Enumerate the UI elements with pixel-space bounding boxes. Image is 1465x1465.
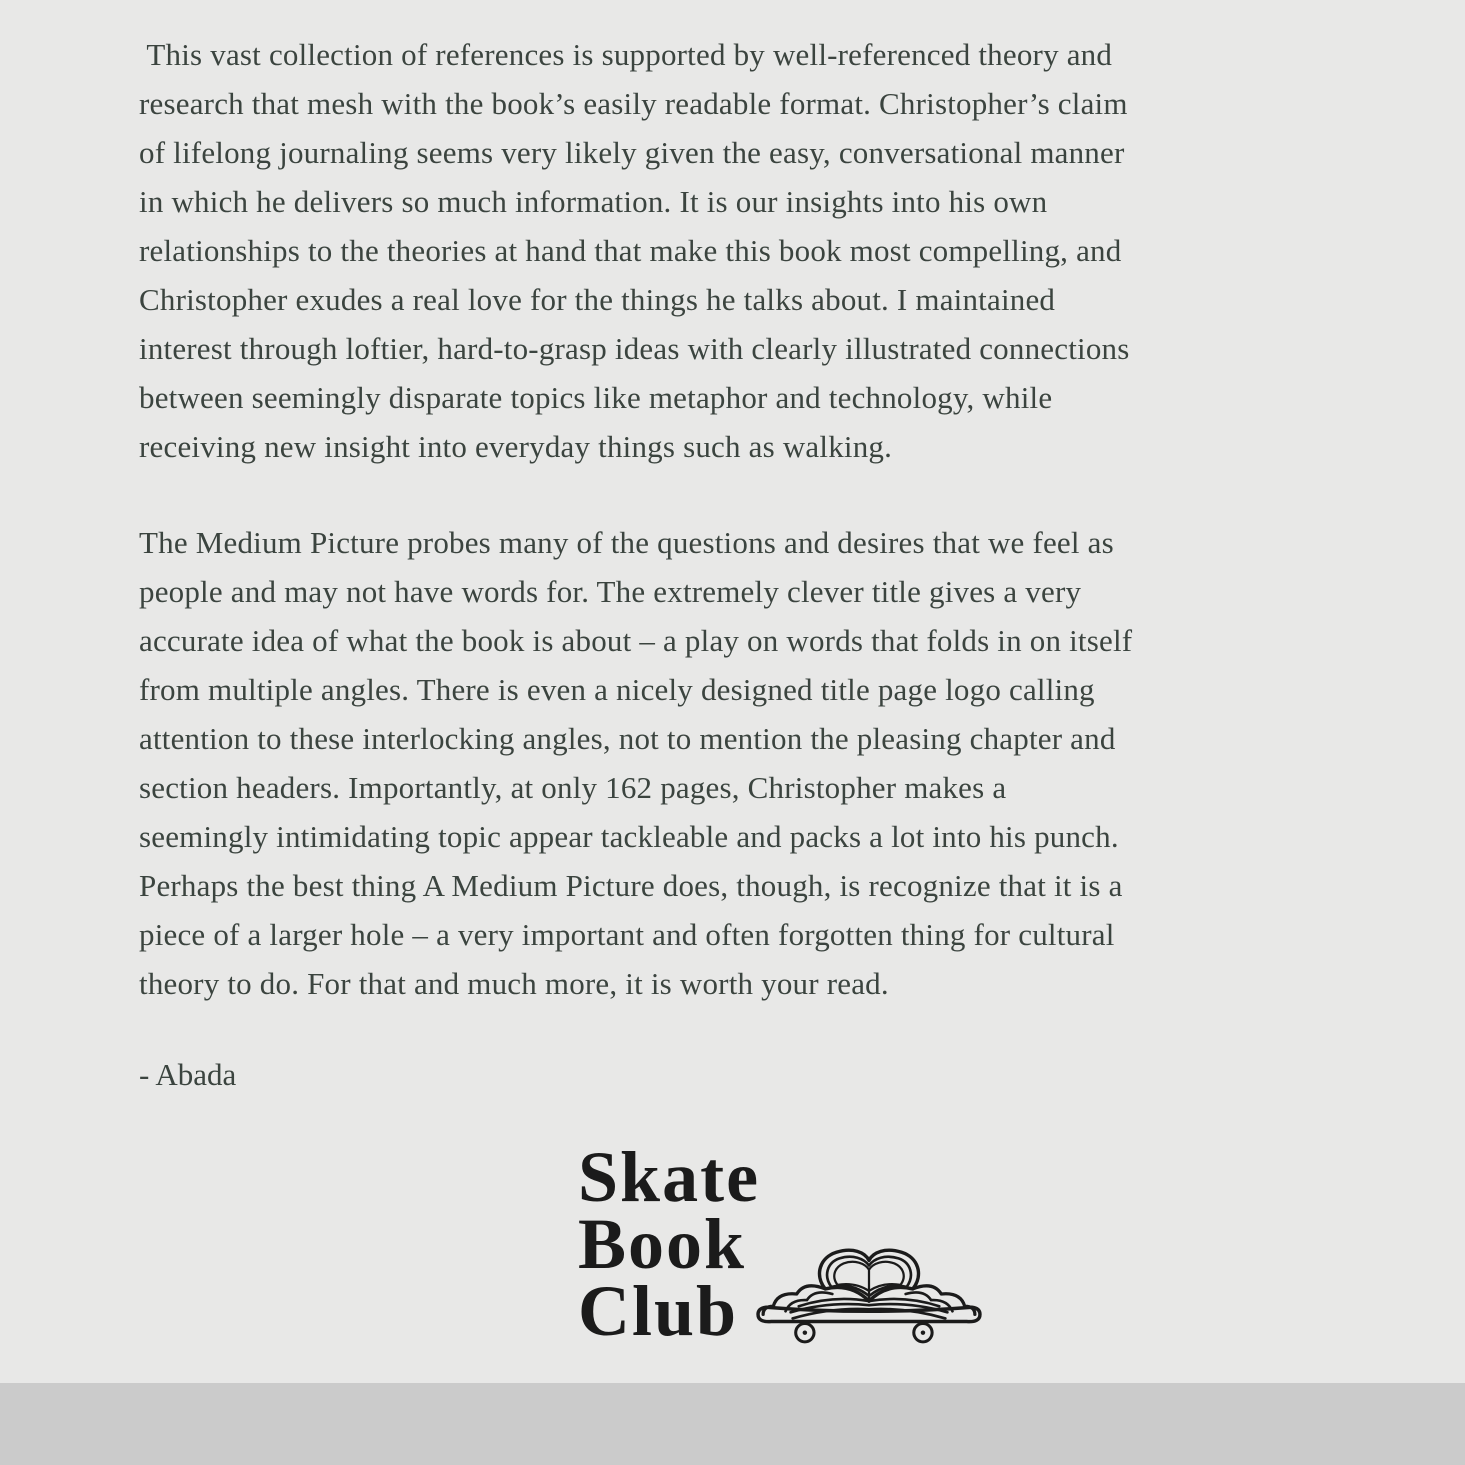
text-line: receiving new insight into everyday things such as walking. [139,429,893,464]
text-line: interest through loftier, hard-to-grasp ideas with clearly illustrated connections [139,331,1130,366]
text-line: The Medium Picture probes many of the questions and desires that we feel as [139,525,1114,560]
text-line: Perhaps the best thing A Medium Picture does, though, is recognize that it is a [139,868,1123,903]
open-book-on-skateboard-icon [756,1243,982,1345]
skate-book-club-logo [578,1137,761,1351]
logo-wordmark [578,1137,761,1351]
text-line: from multiple angles. There is even a nicely designed title page logo calling [139,672,1095,707]
text-line: section headers. Importantly, at only 162 pages, Christopher makes a [139,770,1007,805]
text-line: in which he delivers so much information. It is our insights into his own [139,184,1048,219]
review-paragraph-2 [139,518,1329,1008]
text-line: of lifelong journaling seems very likely given the easy, conversational manner [139,135,1125,170]
logo-word-skate: Skate [578,1137,761,1217]
review-text-block [139,30,1329,1099]
text-line: between seemingly disparate topics like metaphor and technology, while [139,380,1053,415]
text-line: accurate idea of what the book is about – a play on words that folds in on itself [139,623,1133,658]
reviewer-signature: - Abada [139,1057,237,1092]
text-line: seemingly intimidating topic appear tackleable and packs a lot into his punch. [139,819,1119,854]
text-line: attention to these interlocking angles, not to mention the pleasing chapter and [139,721,1116,756]
text-line: piece of a larger hole – a very important and often forgotten thing for cultural [139,917,1115,952]
text-line: relationships to the theories at hand that make this book most compelling, and [139,233,1122,268]
text-line: theory to do. For that and much more, it is worth your read. [139,966,889,1001]
text-line: research that mesh with the book’s easily readable format. Christopher’s claim [139,86,1128,121]
text-line: people and may not have words for. The extremely clever title gives a very [139,574,1082,609]
text-line: This vast collection of references is supported by well-referenced theory and [139,37,1113,72]
logo-word-club: Club [578,1271,739,1351]
text-line: Christopher exudes a real love for the things he talks about. I maintained [139,282,1056,317]
footer-band [0,1383,1465,1465]
logo-word-book: Book [578,1204,747,1284]
review-paragraph-1 [139,30,1329,471]
